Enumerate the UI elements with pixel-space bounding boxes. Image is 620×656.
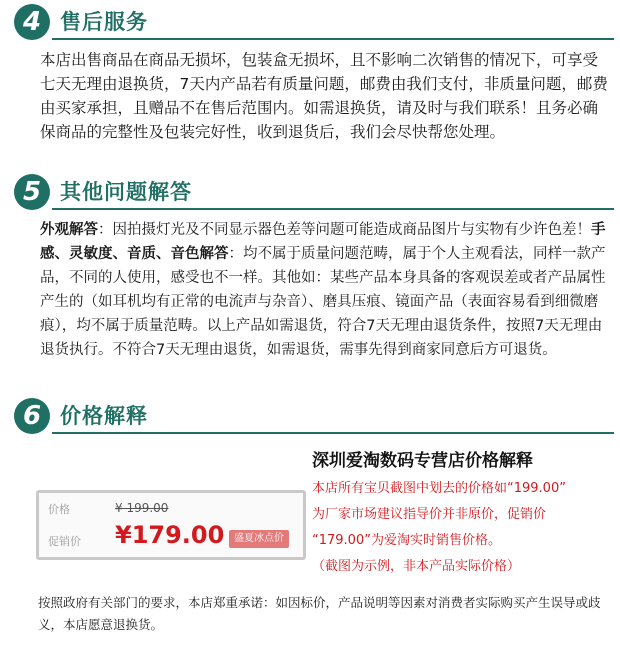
section-number-badge: 4 xyxy=(14,4,50,40)
section-title: 价格解释 xyxy=(60,404,148,428)
promo-tag-badge: 盛夏冰点价 xyxy=(229,530,289,548)
after-sales-paragraph: 本店出售商品在商品无损坏，包装盒无损坏，且不影响二次销售的情况下，可享受七天无理由退换货，7天内产品若有质量问题，邮费由我们支付，非质量问题，邮费由买家承担，且赠品不在售后范围内。如需退换货，请及时与我们联系！且务必确保商品的完整性及包装完好性，收到退货后，我们会尽快帮您处理。 xyxy=(40,51,608,141)
list-price-value: ¥ 199.00 xyxy=(115,501,169,515)
faq-paragraph xyxy=(40,218,612,362)
section-title: 售后服务 xyxy=(60,10,148,34)
faq-text-feel: ：均不属于质量问题范畴，属于个人主观看法，同样一款产品，不同的人使用，感受也不一样。其他如：某些产品本身具备的客观误差或者产品属性产生的（如耳机均有正常的电流声与杂音）、磨具压痕、镜面产品（表面容易看到细微磨痕），均不属于质量范畴。以上产品如需退货，符合7天无理由退货条件，按照7天无理由退货执行。不符合7天无理由退货，如需退货，需事先得到商家同意后方可退货。 xyxy=(40,246,606,358)
section-title: 其他问题解答 xyxy=(60,180,192,204)
price-explanation-title: 深圳爱淘数码专营店价格解释 xyxy=(312,451,533,471)
faq-text-appearance: ：因拍摄灯光及不同显示器色差等问题可能造成商品图片与实物有少许色差！ xyxy=(98,222,591,238)
price-note-line-3: “179.00”为爱淘实时销售价格。 xyxy=(312,533,501,548)
section-number-badge: 6 xyxy=(14,398,50,434)
section-number-badge: 5 xyxy=(14,174,50,210)
section-header-price xyxy=(14,398,614,438)
section-header-after-sales xyxy=(14,4,614,44)
faq-term-appearance: 外观解答 xyxy=(40,222,98,238)
price-commitment-note: 按照政府有关部门的要求，本店郑重承诺：如因标价，产品说明等因素对消费者实际购买产生误导或歧义，本店愿意退换货。 xyxy=(38,595,601,632)
sale-price-label: 促销价 xyxy=(48,535,81,548)
price-note-line-4: （截图为示例，非本产品实际价格） xyxy=(312,559,521,574)
price-example-box xyxy=(36,490,306,560)
list-price-label: 价格 xyxy=(48,503,70,516)
faq-term-feel: 手感、灵敏度、音质、音色解答 xyxy=(40,222,606,262)
price-note-line-1: 本店所有宝贝截图中划去的价格如“199.00” xyxy=(312,481,566,496)
section-divider xyxy=(52,208,614,210)
section-divider xyxy=(52,38,614,40)
section-header-faq xyxy=(14,174,614,214)
sale-price-value: ¥179.00 xyxy=(115,521,225,549)
section-divider xyxy=(52,432,614,434)
price-note-line-2: 为厂家市场建议指导价并非原价，促销价 xyxy=(312,507,547,522)
